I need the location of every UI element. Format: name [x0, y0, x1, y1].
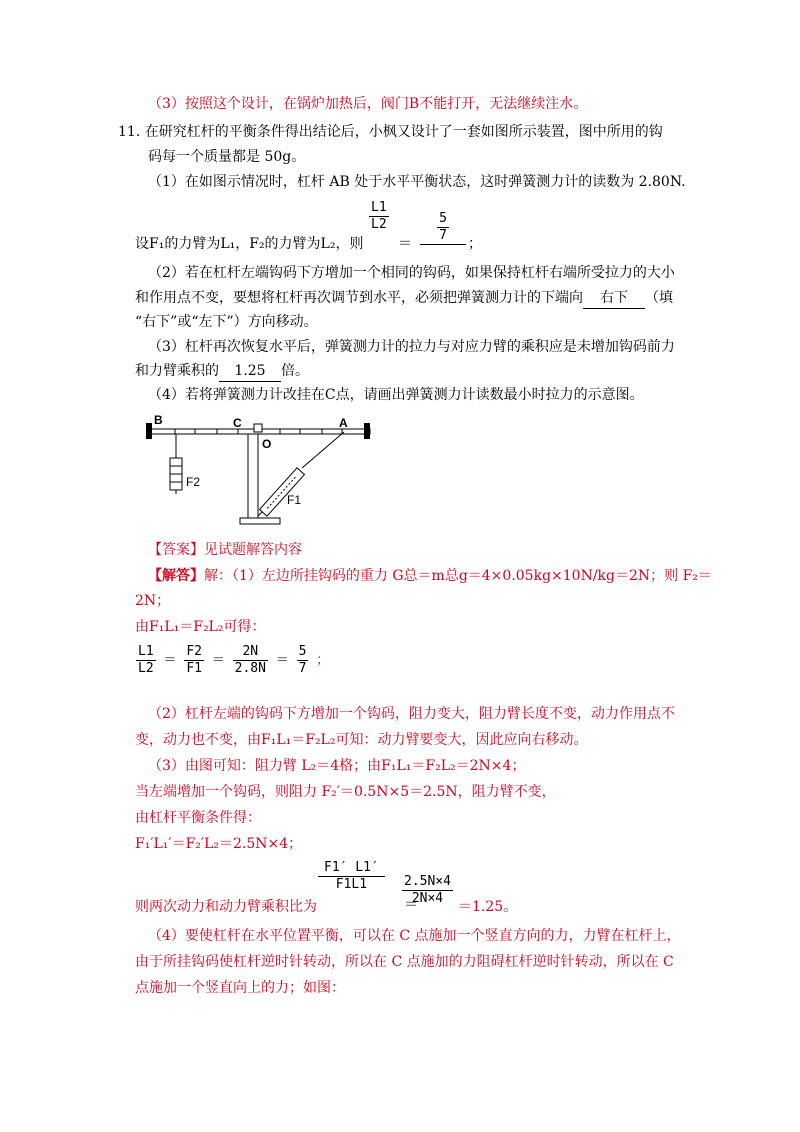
answer-den: 7	[439, 228, 447, 243]
label-O: O	[262, 437, 272, 451]
q11-part1-set	[135, 234, 363, 254]
solution-line3: 由F₁L₁＝F₂L₂可得：	[135, 619, 266, 635]
support-post	[248, 434, 258, 519]
part3-answer: 1.25	[219, 361, 281, 382]
q11-part1-answer-line	[398, 234, 412, 254]
pivot-block	[254, 424, 262, 432]
q11-part2-line2	[135, 288, 673, 309]
part2-answer: 右下	[583, 288, 645, 309]
eq2-frac1-den: F1L1	[335, 877, 368, 892]
q10-part3: （3）按照这个设计，在锅炉加热后，阀门B不能打开，无法继续注水。	[148, 96, 588, 112]
answer-label: 【答案】见试题解答内容	[148, 542, 302, 558]
q11-number: 11.	[118, 124, 141, 140]
frac-den: L2	[371, 217, 387, 232]
q11-part1-answer	[420, 211, 466, 245]
part3-text: 和力臂乘积的	[135, 363, 219, 379]
part2-text: 和作用点不变，要想将杠杆再次调节到水平，必须把弹簧测力计的下端向	[135, 290, 583, 306]
q11-part3-line2	[135, 361, 309, 382]
q11-part4-text: （4）若将弹簧测力计改挂在C点，请画出弹簧测力计读数最小时拉力的示意图。	[148, 387, 644, 403]
eq2-prefix: 则两次动力和动力臂乘积比为	[135, 899, 317, 915]
left-end-cap	[146, 423, 152, 439]
solution-p3-line2: 当左端增加一个钩码，则阻力 F₂′＝0.5N×5＝2.5N，阻力臂不变，	[135, 784, 556, 800]
solution-p3-line4: F₁′L₁′＝F₂′L₂＝2.5N×4；	[135, 836, 303, 852]
solution-p3-line1: （3）由图可知：阻力臂 L₂＝4格；由F₁L₁＝F₂L₂＝2N×4；	[148, 758, 526, 774]
q11-stem-text: 在研究杠杆的平衡条件得出结论后，小枫又设计了一套如图所示装置，图中所用的钩	[144, 124, 663, 140]
part3-post: 倍。	[281, 363, 309, 379]
equation-1	[136, 644, 329, 677]
label-A: A	[339, 416, 348, 430]
q11-part1-end: ；	[468, 236, 482, 252]
eq1-end: ；	[316, 653, 330, 668]
part2-post: （填	[645, 290, 673, 306]
solution-p4-line1: （4）要使杠杆在水平位置平衡，可以在 C 点施加一个竖直方向的力，力臂在杠杆上，	[148, 928, 681, 944]
frac-num: L1	[371, 200, 387, 215]
q11-part1-text: （1）在如图示情况时，杠杆 AB 处于水平平衡状态，这时弹簧测力计的读数为 2.80N.	[148, 174, 686, 190]
q11-stem-line2: 码每一个质量都是 50g。	[148, 149, 306, 165]
eq2-frac1-num: F1′ L1′	[318, 860, 385, 877]
eq1-frac3-den: 2.8N	[234, 661, 266, 676]
eq2-result: ＝1.25。	[458, 899, 518, 915]
eq1-frac1-num: L1	[138, 644, 154, 659]
spring-string	[302, 432, 344, 468]
solution-p3-line3: 由杠杆平衡条件得：	[135, 810, 261, 826]
q11-stem-line1	[118, 122, 663, 142]
label-F1: F1	[287, 493, 302, 507]
solution-label: 【解答】	[148, 568, 204, 584]
eq1-equals-2: ＝	[211, 653, 225, 668]
eq2-equals: ＝	[404, 897, 418, 913]
eq1-frac4-den: 7	[298, 661, 307, 676]
q11-part2-line3: “右下”或“左下”）方向移动。	[135, 314, 318, 330]
eq1-frac2-num: F2	[186, 644, 202, 659]
eq1-frac2-den: F1	[186, 661, 202, 676]
equation-2	[318, 860, 385, 893]
eq1-frac1-den: L2	[138, 661, 154, 676]
equals-sign: ＝	[398, 236, 412, 252]
eq2-frac2-den: 2N×4	[411, 891, 444, 906]
solution-p2-line2: 变，动力也不变，由F₁L₁＝F₂L₂可知：动力臂要变大，因此应向右移动。	[135, 732, 588, 748]
solution-p2-line1: （2）杠杆左端的钩码下方增加一个钩码，阻力变大，阻力臂长度不变，动力作用点不	[148, 706, 675, 722]
lever-figure	[140, 412, 380, 536]
label-F2: F2	[186, 475, 201, 489]
answer-num: 5	[439, 211, 447, 226]
q11-part1-ratio	[369, 200, 389, 233]
solution-line1	[148, 566, 712, 586]
support-base	[240, 518, 280, 524]
q11-part1-set-text: 设F₁的力臂为L₁，F₂的力臂为L₂，则	[135, 236, 364, 252]
hanging-weights	[170, 458, 182, 490]
solution-text: 解：（1）左边所挂钩码的重力 G总＝m总g＝4×0.05kg×10N/kg＝2N；则 F₂＝	[204, 568, 712, 584]
q11-part2-line1: （2）若在杠杆左端钩码下方增加一个相同的钩码，如果保持杠杆右端所受拉力的大小	[148, 265, 675, 281]
eq1-equals-3: ＝	[275, 653, 289, 668]
label-B: B	[154, 413, 163, 427]
solution-p4-line2: 由于所挂钩码使杠杆逆时针转动，所以在 C 点施加的力阻碍杠杆逆时针转动，所以在 C	[135, 954, 674, 970]
solution-p4-line3: 点施加一个竖直向上的力；如图：	[135, 980, 345, 996]
eq1-frac3-num: 2N	[233, 644, 268, 661]
solution-line2: 2N；	[135, 593, 171, 609]
eq1-equals-1: ＝	[163, 653, 177, 668]
right-end-cap	[364, 423, 370, 439]
eq2-frac2-num: 2.5N×4	[404, 874, 451, 889]
eq1-frac4-num: 5	[298, 644, 307, 659]
spring-scale	[260, 468, 305, 516]
label-C: C	[233, 416, 242, 430]
q11-part3-line1: （3）杠杆再次恢复水平后，弹簧测力计的拉力与对应力臂的乘积应是未增加钩码前力	[148, 339, 675, 355]
